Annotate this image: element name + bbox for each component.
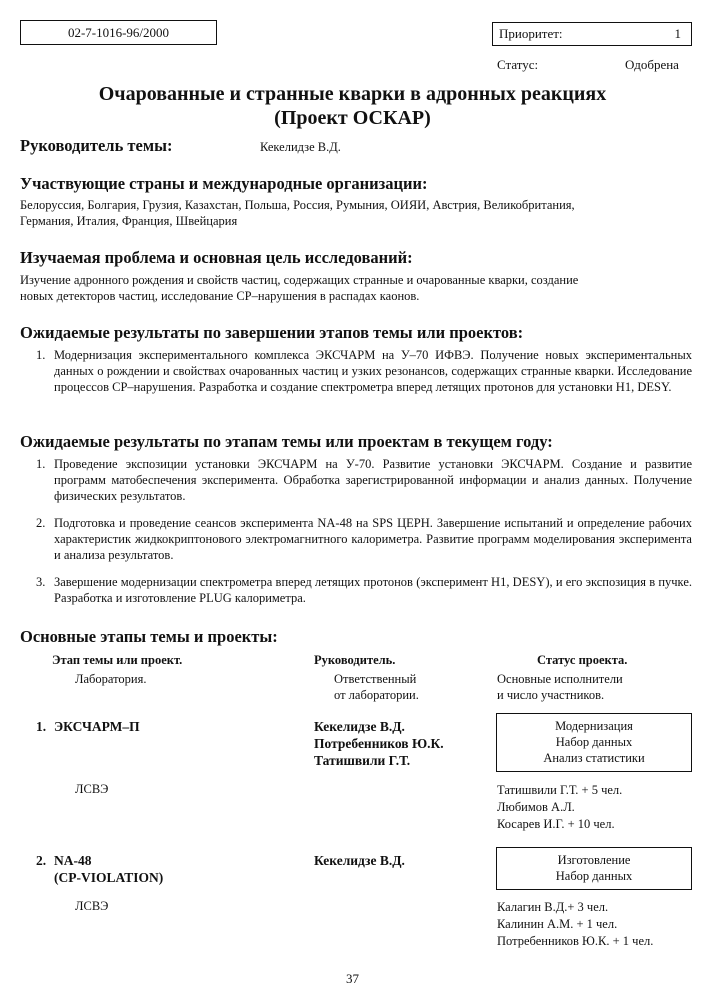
- project-1-leader-1: Кекелидзе В.Д.: [314, 719, 405, 734]
- project-2-participant-3: Потребенников Ю.К. + 1 чел.: [497, 934, 654, 948]
- expected-year-item-2: [36, 515, 692, 563]
- list-number: 3.: [36, 575, 46, 589]
- title-line-2: (Проект ОСКАР): [274, 107, 431, 129]
- project-2-participant-1: Калагин В.Д.+ 3 чел.: [497, 900, 609, 914]
- priority-label: Приоритет:: [499, 26, 563, 41]
- priority-value: 1: [674, 26, 681, 41]
- project-1-leader-3: Татишвили Г.Т.: [314, 753, 411, 768]
- project-1-name: ЭКСЧАРМ–П: [54, 719, 140, 734]
- list-number: 1.: [36, 457, 46, 471]
- project-code: 02-7-1016-96/2000: [67, 25, 170, 40]
- list-number: 2.: [36, 516, 46, 530]
- expected-year-item-1: [36, 456, 692, 504]
- list-text: Подготовка и проведение сеансов эксперимента NA-48 на SPS ЦЕРН. Завершение испытаний и определение рабочих характеристик жидкокриптонового электромагнитного калориметра. Развитие программ моделирования эксперимента и анализа результатов.: [54, 516, 692, 562]
- project-1-leader-2: Потребенников Ю.К.: [314, 736, 444, 751]
- problem-line-1: Изучение адронного рождения и свойств частиц, содержащих странные и очарованные кварки, создание: [20, 273, 579, 287]
- col-stage-title: Этап темы или проект.: [52, 653, 183, 667]
- project-2-status-box: [496, 847, 692, 890]
- project-2-number: 2.: [36, 853, 47, 868]
- col-leader-sub-1: Ответственный: [334, 672, 417, 686]
- list-text: Модернизация экспериментального комплекса ЭКСЧАРМ на У–70 ИФВЭ. Получение новых экспериментальных данных о рождении и свойствах очарованных частиц и узких резонансов, содержащих странные кварки. Исследование процессов CP–нарушения. Разработка и создание спектрометра вперед летящих протонов для установки H1, DESY.: [54, 348, 692, 394]
- list-text: Завершение модернизации спектрометра вперед летящих протонов (эксперимент H1, DESY), и его экспозиция в пучке. Разработка и изготовление PLUG калориметра.: [54, 575, 692, 605]
- project-1-status-box: [496, 713, 692, 772]
- countries-text: [20, 197, 692, 229]
- problem-line-2: новых детекторов частиц, исследование CP–нарушения в распадах каонов.: [20, 289, 420, 303]
- project-2-name: NA-48: [54, 853, 92, 868]
- col-stage-sub: Лаборатория.: [75, 672, 147, 686]
- problem-text: [20, 272, 692, 304]
- project-2-status-1: Изготовление: [557, 853, 631, 867]
- project-1-lab: ЛСВЭ: [75, 782, 109, 796]
- project-2-participant-2: Калинин А.М. + 1 чел.: [497, 917, 618, 931]
- project-2-lab: ЛСВЭ: [75, 899, 109, 913]
- project-1-number: 1.: [36, 719, 47, 734]
- project-1-participant-1: Татишвили Г.Т. + 5 чел.: [497, 783, 623, 797]
- col-leader-sub-2: от лаборатории.: [334, 688, 419, 702]
- col-leader-title: Руководитель.: [314, 653, 396, 667]
- expected-year-heading: Ожидаемые результаты по этапам темы или проектам в текущем году:: [20, 432, 553, 451]
- expected-year-item-3: [36, 574, 692, 606]
- leader-value: Кекелидзе В.Д.: [260, 140, 341, 154]
- status-label: Статус:: [497, 57, 539, 72]
- project-code-box: [20, 20, 217, 45]
- countries-heading: Участвующие страны и международные организации:: [20, 174, 428, 193]
- project-1-participant-2: Любимов А.Л.: [497, 800, 575, 814]
- project-2-status-2: Набор данных: [555, 869, 633, 883]
- project-1-status-1: Модернизация: [555, 719, 633, 733]
- project-1-participant-3: Косарев И.Г. + 10 чел.: [497, 817, 615, 831]
- col-status-sub-2: и число участников.: [497, 688, 605, 702]
- list-text: Проведение экспозиции установки ЭКСЧАРМ на У-70. Развитие установки ЭКСЧАРМ. Создание и развитие программ матобеспечения эксперимента. Обработка зарегистрированной информации и анализ данных. Получение физических результатов.: [54, 457, 692, 503]
- project-1-status-3: Анализ статистики: [543, 751, 645, 765]
- priority-box: [492, 22, 692, 46]
- col-status-sub-1: Основные исполнители: [497, 672, 623, 686]
- countries-line-2: Германия, Италия, Франция, Швейцария: [20, 214, 238, 228]
- countries-line-1: Белоруссия, Болгария, Грузия, Казахстан, Польша, Россия, Румыния, ОИЯИ, Австрия, Великобритания,: [20, 198, 575, 212]
- stages-heading: Основные этапы темы и проекты:: [20, 627, 278, 646]
- project-1-status-2: Набор данных: [555, 735, 633, 749]
- expected-final-heading: Ожидаемые результаты по завершении этапов темы или проектов:: [20, 323, 524, 342]
- project-2-leader-1: Кекелидзе В.Д.: [314, 853, 405, 868]
- expected-final-item: [36, 347, 692, 395]
- problem-heading: Изучаемая проблема и основная цель исследований:: [20, 248, 413, 267]
- leader-label: Руководитель темы:: [20, 136, 173, 155]
- project-2-name-2: (CP-VIOLATION): [54, 870, 164, 885]
- list-number: 1.: [36, 348, 46, 362]
- page-number: 37: [346, 971, 359, 986]
- col-status-title: Статус проекта.: [537, 653, 628, 667]
- status-value: Одобрена: [625, 57, 679, 72]
- title-line-1: Очарованные и странные кварки в адронных реакциях: [98, 83, 607, 105]
